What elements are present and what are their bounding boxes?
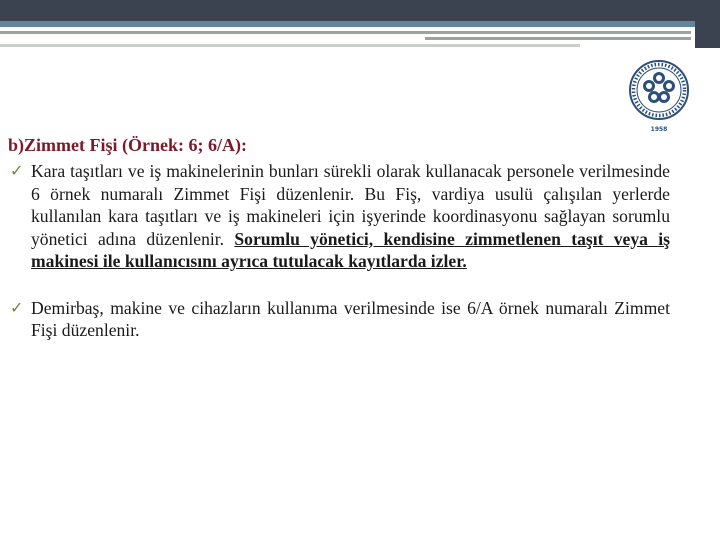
slide-body bbox=[8, 134, 670, 342]
bullet-item bbox=[8, 160, 670, 273]
divider-line bbox=[425, 37, 691, 40]
top-accent-stripe bbox=[0, 21, 720, 27]
section-heading: b)Zimmet Fişi (Örnek: 6; 6/A): bbox=[8, 135, 247, 155]
bullet-item bbox=[8, 297, 670, 342]
check-icon: ✓ bbox=[10, 161, 24, 180]
check-icon: ✓ bbox=[10, 297, 24, 317]
top-banner bbox=[0, 0, 720, 21]
divider-line bbox=[0, 31, 691, 34]
divider-line bbox=[0, 44, 580, 47]
bullet-text: Demirbaş, makine ve cihazların kullanıma verilmesinde ise 6/A örnek numaralı Zimmet Fişi düzenlenir. bbox=[31, 297, 670, 340]
bullet-emphasis: Sorumlu yönetici, kendisine zimmetlenen taşıt veya iş makinesi ile kullanıcısını ayrıca tutulacak kayıtlarda izler. bbox=[31, 228, 670, 271]
logo-year: 1958 bbox=[650, 126, 668, 133]
bullet-text: Kara taşıtları ve iş makinelerinin bunları sürekli olarak kullanacak personele verilmesinde 6 örnek numaralı Zimmet Fişi düzenlenir. Bu Fiş, vardiya usulü çalışılan yerlerde kullanılan kara taşıtları ve iş makineleri için işyerinde koordinasyonu sağlayan sorumlu yönetici adına düzenlenir. bbox=[31, 161, 670, 249]
university-seal-icon bbox=[628, 58, 690, 134]
top-right-block bbox=[695, 0, 720, 48]
